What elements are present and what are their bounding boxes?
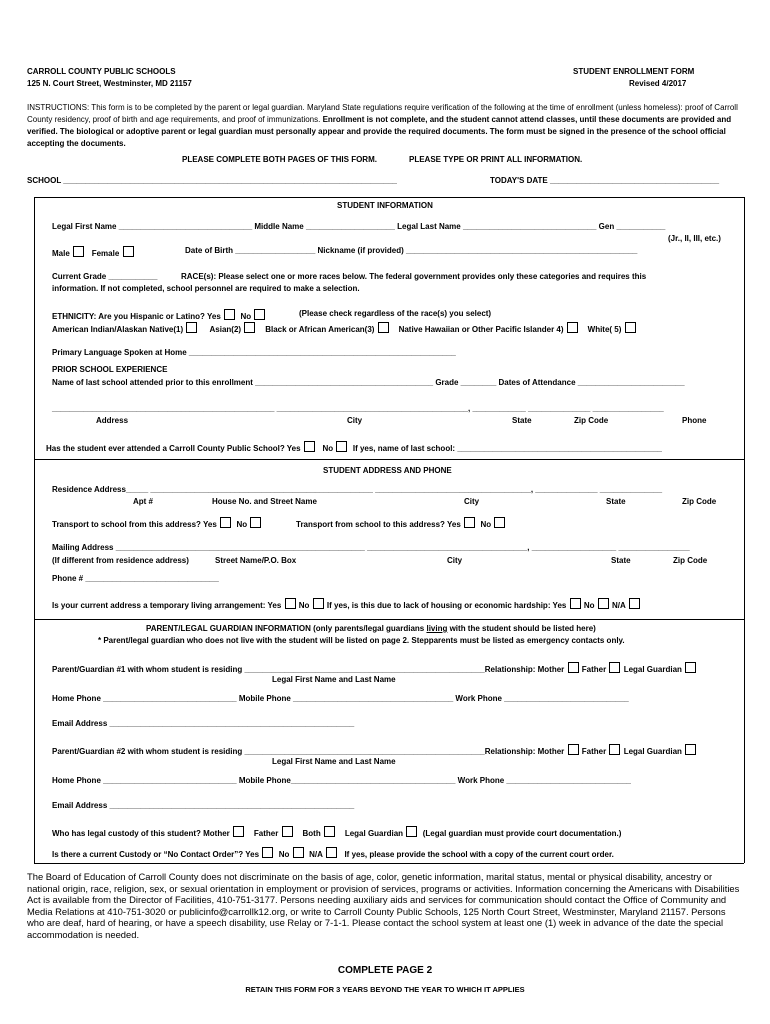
primary-language-field[interactable]: Primary Language Spoken at Home ____________________________________________________________ [52, 348, 456, 357]
district-name: CARROLL COUNTY PUBLIC SCHOOLS [27, 67, 176, 76]
form-bottom-border [34, 863, 744, 864]
race-black-checkbox[interactable] [378, 322, 389, 333]
no-contact-no-label: No [278, 850, 290, 859]
apt-label: Apt # [133, 497, 153, 506]
district-address: 125 N. Court Street, Westminster, MD 21157 [27, 79, 192, 88]
transport-from-label: Transport from school to this address? Yes [296, 520, 461, 529]
no-contact-label: Is there a current Custody or “No Contact Order”? Yes [52, 850, 260, 859]
attended-ccps-row [46, 441, 662, 454]
hardship-na-label: N/A [611, 601, 626, 610]
transport-to-no-checkbox[interactable] [250, 517, 261, 528]
guardian1-father-checkbox[interactable] [609, 662, 620, 673]
hardship-no-checkbox[interactable] [598, 598, 609, 609]
custody-both-checkbox[interactable] [324, 826, 335, 837]
temporary-yes-checkbox[interactable] [285, 598, 296, 609]
guardian2-mother-checkbox[interactable] [568, 744, 579, 755]
court-doc-note: (Legal guardian must provide court documentation.) [422, 829, 622, 838]
residence-zip-label: Zip Code [682, 497, 717, 506]
guardian1-name-label: Legal First Name and Last Name [272, 675, 396, 684]
mailing-zip-label: Zip Code [673, 556, 708, 565]
no-contact-yes-checkbox[interactable] [262, 847, 273, 858]
transport-from-no-label: No [480, 520, 492, 529]
race-instructions-2: information. If not completed, school personnel are required to make a selection. [52, 284, 360, 293]
street-po-label: Street Name/P.O. Box [215, 556, 297, 565]
court-order-note: If yes, please provide the school with a copy of the current court order. [344, 850, 614, 859]
guardian2-email[interactable]: Email Address _______________________________________________________ [52, 801, 355, 810]
hardship-label: If yes, is this due to lack of housing or economic hardship: Yes [326, 601, 567, 610]
ethnicity-row [52, 309, 266, 322]
guardian-heading [146, 624, 596, 634]
hispanic-no-checkbox[interactable] [254, 309, 265, 320]
guardian-heading-b: with the student should be listed here) [447, 624, 596, 633]
hardship-na-checkbox[interactable] [629, 598, 640, 609]
guardian2-father-checkbox[interactable] [609, 744, 620, 755]
transport-from-no-checkbox[interactable] [494, 517, 505, 528]
mailing-city-label: City [447, 556, 463, 565]
guardian2-line[interactable]: Parent/Guardian #2 with whom student is residing ______________________________________________________Relationship: Mother [52, 747, 565, 756]
mailing-diff-label: (If different from residence address) [52, 556, 189, 565]
instructions-text: INSTRUCTIONS: This form is to be completed by the parent or legal guardian. Maryland State regulations require verification of the following at the time of enrollment (unless homeless): proof of Carroll County residency, proof of birth and age requirements, and proof of immunizations. [27, 103, 738, 124]
type-or-print: PLEASE TYPE OR PRINT ALL INFORMATION. [409, 155, 583, 164]
guardian2-row [52, 744, 697, 757]
complete-page-2: COMPLETE PAGE 2 [337, 965, 433, 976]
attended-yes-checkbox[interactable] [304, 441, 315, 452]
guardian2-legal-label: Legal Guardian [623, 747, 682, 756]
phone-field[interactable]: Phone # ______________________________ [52, 574, 219, 583]
temporary-no-label: No [298, 601, 310, 610]
prior-city-label: City [347, 416, 363, 425]
nondiscrimination-statement: The Board of Education of Carroll County does not discriminate on the basis of age, color, genetic information, marital status, mental or physical disability, ancestry or national origin, race, religion, sex, or sexual orientation in employment or provision of services, programs or activities. Information concerning the Americans with Disabilities Act is available from the Director of Facilities, 410-751-3177. Persons needing auxiliary aids and services for communication should contact the Office of Community and Media Relations at 410-751-3020 or publicinfo@carrollk12.org, or write to Carroll County Public Schools, 125 North Court Street, Westminster, Maryland 21157. Persons who are deaf, hard of hearing, or have a speech disability, use Relay or 7-1-1. Please contact the school system at least one (1) week in advance of the date the special accommodation is needed. [27, 871, 740, 940]
section-divider-2 [34, 619, 744, 620]
guardian2-legal-checkbox[interactable] [685, 744, 696, 755]
student-name-line[interactable]: Legal First Name ______________________________ Middle Name ____________________ Legal Last Name ______________________________ Gen ___________ [52, 222, 666, 231]
transport-to-no-label: No [236, 520, 248, 529]
residence-address-line[interactable]: Residence Address_____ __________________________________________________ ___________________________________, ______________ ______________ [52, 485, 663, 494]
guardian1-phones[interactable]: Home Phone ______________________________ Mobile Phone ____________________________________ Work Phone ____________________________ [52, 694, 629, 703]
custody-row [52, 826, 621, 839]
race-white-checkbox[interactable] [625, 322, 636, 333]
male-label: Male [52, 249, 70, 258]
custody-both-label: Both [302, 829, 321, 838]
hardship-yes-checkbox[interactable] [570, 598, 581, 609]
race-white-label: White( 5) [587, 325, 622, 334]
race-hawaiian-label: Native Hawaiian or Other Pacific Islander 4) [398, 325, 564, 334]
last-school-name-field[interactable]: If yes, name of last school: ______________________________________________ [352, 444, 662, 453]
custody-label: Who has legal custody of this student? Mother [52, 829, 230, 838]
race-asian-checkbox[interactable] [244, 322, 255, 333]
custody-mother-checkbox[interactable] [233, 826, 244, 837]
guardian-heading-a: PARENT/LEGAL GUARDIAN INFORMATION (only parents/legal guardians [146, 624, 427, 633]
hispanic-no-label: No [240, 312, 252, 321]
guardian-note: * Parent/legal guardian who does not live with the student will be listed on page 2. Stepparents must be listed as emergency contacts only. [98, 636, 625, 645]
last-school-line[interactable]: Name of last school attended prior to this enrollment ________________________________________ Grade ________ Dates of Attendance ________________________ [52, 378, 685, 387]
no-contact-na-checkbox[interactable] [326, 847, 337, 858]
temporary-label: Is your current address a temporary living arrangement: Yes [52, 601, 282, 610]
male-checkbox[interactable] [73, 246, 84, 257]
prior-address-label: Address [96, 416, 129, 425]
instructions [27, 102, 743, 150]
transport-to-yes-checkbox[interactable] [220, 517, 231, 528]
transport-from-row [296, 517, 506, 530]
custody-legal-label: Legal Guardian [344, 829, 404, 838]
residence-state-label: State [606, 497, 626, 506]
guardian2-father-label: Father [581, 747, 607, 756]
prior-phone-label: Phone [682, 416, 707, 425]
section-divider-1 [34, 459, 744, 460]
race-american-indian-checkbox[interactable] [186, 322, 197, 333]
guardian1-line[interactable]: Parent/Guardian #1 with whom student is residing ______________________________________________________Relationship: Mother [52, 665, 565, 674]
transport-to-row [52, 517, 262, 530]
gender-row [52, 246, 135, 259]
no-contact-no-checkbox[interactable] [293, 847, 304, 858]
guardian-heading-living: living [426, 624, 448, 633]
race-asian-label: Asian(2) [209, 325, 242, 334]
guardian1-legal-label: Legal Guardian [623, 665, 682, 674]
guardian2-phones[interactable]: Home Phone ______________________________ Mobile Phone_____________________________________ Work Phone ____________________________ [52, 776, 631, 785]
house-street-label: House No. and Street Name [212, 497, 317, 506]
custody-father-label: Father [253, 829, 279, 838]
school-field[interactable]: SCHOOL ___________________________________________________________________________ [27, 176, 397, 185]
form-right-border [744, 197, 745, 863]
revised-date: Revised 4/2017 [629, 79, 687, 88]
complete-both-pages: PLEASE COMPLETE BOTH PAGES OF THIS FORM. [182, 155, 377, 164]
attended-no-checkbox[interactable] [336, 441, 347, 452]
custody-legal-checkbox[interactable] [406, 826, 417, 837]
prior-zip-label: Zip Code [574, 416, 609, 425]
guardian1-email[interactable]: Email Address _______________________________________________________ [52, 719, 355, 728]
gen-hint: (Jr., II, III, etc.) [668, 234, 721, 243]
dob-nickname-line[interactable]: Date of Birth __________________ Nickname (if provided) ____________________________________________________ [185, 246, 638, 255]
check-regardless-note: (Please check regardless of the race(s) you select) [299, 309, 492, 318]
guardian1-mother-checkbox[interactable] [568, 662, 579, 673]
hispanic-yes-checkbox[interactable] [224, 309, 235, 320]
hardship-no-label: No [583, 601, 595, 610]
address-heading: STUDENT ADDRESS AND PHONE [323, 466, 452, 475]
guardian1-legal-checkbox[interactable] [685, 662, 696, 673]
instructions-bold: Enrollment is not complete, and the student cannot attend classes, until these documents are provided and verified. The biological or adoptive parent or legal guardian must personally appear and provide the required documents. The form must be signed in the presence of the school official accepting the documents. [27, 115, 732, 148]
prior-state-label: State [512, 416, 532, 425]
guardian1-father-label: Father [581, 665, 607, 674]
prior-school-address-line[interactable]: __________________________________________________ ___________________________________________, ____________ ______________ ________________ [52, 404, 664, 413]
todays-date-field[interactable]: TODAY'S DATE ______________________________________ [490, 176, 720, 185]
current-grade-field[interactable]: Current Grade ___________ [52, 272, 158, 281]
race-instructions: RACE(s): Please select one or more races below. The federal government provides only these categories and requires this [181, 272, 647, 281]
race-american-indian-label: American Indian/Alaskan Native(1) [52, 325, 184, 334]
temporary-living-row [52, 598, 641, 611]
form-top-border [34, 197, 744, 198]
no-contact-na-label: N/A [309, 850, 323, 859]
temporary-no-checkbox[interactable] [313, 598, 324, 609]
race-hawaiian-checkbox[interactable] [567, 322, 578, 333]
guardian2-name-label: Legal First Name and Last Name [272, 757, 396, 766]
student-info-heading: STUDENT INFORMATION [337, 201, 433, 210]
attended-ccps-label: Has the student ever attended a Carroll County Public School? Yes [46, 444, 301, 453]
mailing-address-line[interactable]: Mailing Address ________________________________________________________ ____________________________________, ___________________ ________________ [52, 543, 690, 552]
retain-note: RETAIN THIS FORM FOR 3 YEARS BEYOND THE YEAR TO WHICH IT APPLIES [245, 985, 525, 994]
attended-no-label: No [322, 444, 334, 453]
form-title: STUDENT ENROLLMENT FORM [573, 67, 695, 76]
residence-city-label: City [464, 497, 480, 506]
race-black-label: Black or African American(3) [265, 325, 375, 334]
mailing-state-label: State [611, 556, 631, 565]
race-options-row [52, 322, 637, 335]
female-label: Female [91, 249, 120, 258]
form-left-border [34, 197, 35, 863]
no-contact-row [52, 847, 614, 860]
transport-from-yes-checkbox[interactable] [464, 517, 475, 528]
transport-to-label: Transport to school from this address? Yes [52, 520, 217, 529]
female-checkbox[interactable] [123, 246, 134, 257]
prior-school-heading: PRIOR SCHOOL EXPERIENCE [52, 365, 168, 374]
guardian1-row [52, 662, 697, 675]
ethnicity-label: ETHNICITY: Are you Hispanic or Latino? Yes [52, 312, 221, 321]
custody-father-checkbox[interactable] [282, 826, 293, 837]
